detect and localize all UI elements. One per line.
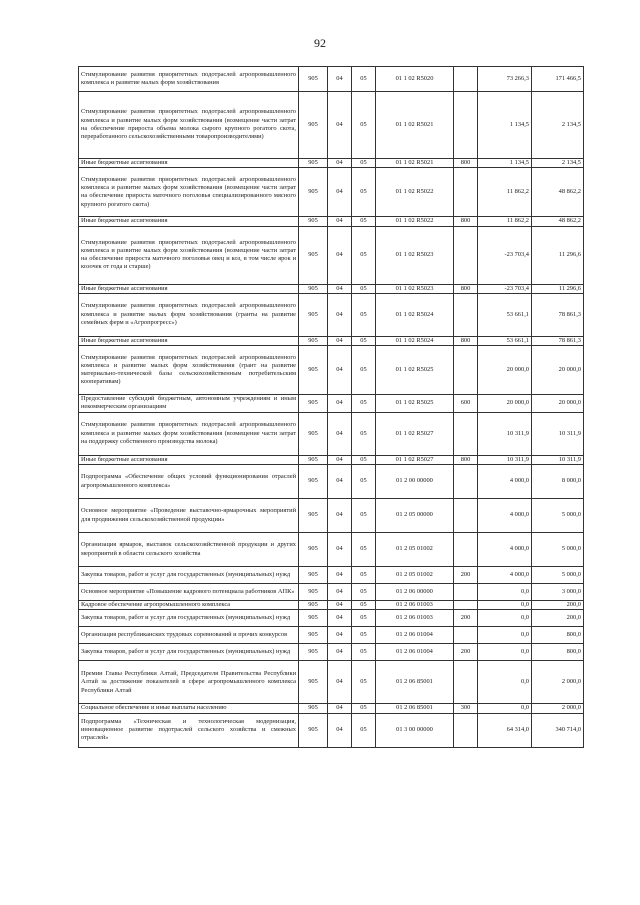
- table-row: [79, 284, 584, 293]
- row-section-code: 04: [328, 610, 352, 627]
- row-name: Стимулирование развития приоритетных подотраслей агропромышленного комплекса и развитие малых форм хозяйствования (гранты на развитие семейных ферм и «Агропрогресс»): [79, 293, 299, 336]
- row-sum-1: 0,0: [478, 627, 532, 644]
- row-section-code: 04: [328, 217, 352, 226]
- table-row: [79, 159, 584, 168]
- row-ved-code: 905: [299, 627, 328, 644]
- row-subsection-code: 05: [352, 601, 376, 610]
- table-row: [79, 627, 584, 644]
- row-target-article: 01 1 02 R5021: [376, 92, 454, 159]
- row-sum-1: 1 134,5: [478, 159, 532, 168]
- row-name: Основное мероприятие «Проведение выставочно-ярмарочных мероприятий для продвижения сельскохозяйственной продукции»: [79, 499, 299, 533]
- row-section-code: 04: [328, 67, 352, 92]
- row-sum-1: 0,0: [478, 610, 532, 627]
- row-ved-code: 905: [299, 412, 328, 455]
- row-section-code: 04: [328, 567, 352, 584]
- row-target-article: 01 1 02 R5020: [376, 67, 454, 92]
- row-name: Стимулирование развития приоритетных подотраслей агропромышленного комплекса и развитие малых форм хозяйствования (возмещение части затрат на обеспечение прироста маточного поголовья специализированного мясного крупного рогатого скота): [79, 168, 299, 217]
- row-sum-1: 4 000,0: [478, 465, 532, 499]
- row-ved-code: 905: [299, 533, 328, 567]
- table-row: [79, 533, 584, 567]
- row-sum-2: 171 466,5: [532, 67, 584, 92]
- row-subsection-code: 05: [352, 168, 376, 217]
- row-ved-code: 905: [299, 644, 328, 661]
- row-sum-1: 53 661,1: [478, 293, 532, 336]
- row-expense-type: [454, 92, 478, 159]
- row-section-code: 04: [328, 293, 352, 336]
- row-subsection-code: 05: [352, 713, 376, 747]
- table-row: [79, 465, 584, 499]
- row-target-article: 01 2 06 01004: [376, 644, 454, 661]
- row-sum-2: 10 311,9: [532, 455, 584, 464]
- row-expense-type: 800: [454, 336, 478, 345]
- row-section-code: 04: [328, 284, 352, 293]
- row-expense-type: 800: [454, 455, 478, 464]
- row-sum-2: 10 311,9: [532, 412, 584, 455]
- row-section-code: 04: [328, 168, 352, 217]
- row-expense-type: [454, 713, 478, 747]
- row-sum-1: -23 703,4: [478, 226, 532, 284]
- row-expense-type: 800: [454, 217, 478, 226]
- row-section-code: 04: [328, 499, 352, 533]
- row-target-article: 01 1 02 R5025: [376, 395, 454, 413]
- row-ved-code: 905: [299, 584, 328, 601]
- row-subsection-code: 05: [352, 92, 376, 159]
- row-section-code: 04: [328, 627, 352, 644]
- row-sum-2: 200,0: [532, 601, 584, 610]
- table-row: [79, 704, 584, 713]
- table-row: [79, 168, 584, 217]
- row-subsection-code: 05: [352, 661, 376, 704]
- row-ved-code: 905: [299, 455, 328, 464]
- row-section-code: 04: [328, 346, 352, 395]
- row-subsection-code: 05: [352, 465, 376, 499]
- row-ved-code: 905: [299, 346, 328, 395]
- row-sum-2: 2 000,0: [532, 704, 584, 713]
- row-subsection-code: 05: [352, 217, 376, 226]
- table-row: [79, 644, 584, 661]
- row-sum-1: 11 862,2: [478, 217, 532, 226]
- row-name: Стимулирование развития приоритетных подотраслей агропромышленного комплекса и развитие малых форм хозяйствования (грант на развитие материально-технической базы сельскохозяйственным потребительским кооперативам): [79, 346, 299, 395]
- row-expense-type: 200: [454, 610, 478, 627]
- row-sum-1: 0,0: [478, 644, 532, 661]
- row-expense-type: 200: [454, 567, 478, 584]
- row-sum-1: 64 314,0: [478, 713, 532, 747]
- table-row: [79, 455, 584, 464]
- row-expense-type: 800: [454, 159, 478, 168]
- row-subsection-code: 05: [352, 455, 376, 464]
- row-sum-2: 5 000,0: [532, 533, 584, 567]
- row-subsection-code: 05: [352, 584, 376, 601]
- row-section-code: 04: [328, 159, 352, 168]
- row-sum-2: 5 000,0: [532, 567, 584, 584]
- row-target-article: 01 2 06 85001: [376, 661, 454, 704]
- row-target-article: 01 2 00 00000: [376, 465, 454, 499]
- row-sum-2: 2 000,0: [532, 661, 584, 704]
- row-name: Стимулирование развития приоритетных подотраслей агропромышленного комплекса и развитие малых форм хозяйствования (возмещение части затрат на обеспечение прироста маточного поголовья овец и коз, в том числе ярок и козочек от года и старше): [79, 226, 299, 284]
- row-subsection-code: 05: [352, 67, 376, 92]
- row-expense-type: [454, 465, 478, 499]
- row-expense-type: [454, 499, 478, 533]
- row-name: Подпрограмма «Техническая и технологическая модернизация, инновационное развитие подотраслей сельского хозяйства и смежных отраслей»: [79, 713, 299, 747]
- row-ved-code: 905: [299, 395, 328, 413]
- row-name: Социальное обеспечение и иные выплаты населению: [79, 704, 299, 713]
- row-target-article: 01 1 02 R5025: [376, 346, 454, 395]
- budget-table-body: [79, 67, 584, 748]
- row-name: Закупка товаров, работ и услуг для государственных (муниципальных) нужд: [79, 567, 299, 584]
- row-subsection-code: 05: [352, 336, 376, 345]
- row-ved-code: 905: [299, 226, 328, 284]
- row-expense-type: 200: [454, 644, 478, 661]
- row-name: Предоставление субсидий бюджетным, автономным учреждениям и иным некоммерческим организациям: [79, 395, 299, 413]
- row-sum-2: 800,0: [532, 644, 584, 661]
- table-row: [79, 346, 584, 395]
- row-target-article: 01 2 06 00000: [376, 584, 454, 601]
- row-section-code: 04: [328, 465, 352, 499]
- table-row: [79, 713, 584, 747]
- row-sum-1: 4 000,0: [478, 533, 532, 567]
- row-target-article: 01 1 02 R5023: [376, 284, 454, 293]
- table-row: [79, 584, 584, 601]
- row-target-article: 01 2 06 85001: [376, 704, 454, 713]
- row-subsection-code: 05: [352, 644, 376, 661]
- row-sum-1: 0,0: [478, 584, 532, 601]
- row-expense-type: 600: [454, 395, 478, 413]
- row-name: Основное мероприятие «Повышение кадрового потенциала работников АПК»: [79, 584, 299, 601]
- row-name: Иные бюджетные ассигнования: [79, 455, 299, 464]
- row-subsection-code: 05: [352, 159, 376, 168]
- row-section-code: 04: [328, 395, 352, 413]
- row-target-article: 01 1 02 R5022: [376, 168, 454, 217]
- row-sum-2: 11 296,6: [532, 226, 584, 284]
- row-section-code: 04: [328, 92, 352, 159]
- row-name: Иные бюджетные ассигнования: [79, 284, 299, 293]
- row-ved-code: 905: [299, 567, 328, 584]
- row-target-article: 01 1 02 R5023: [376, 226, 454, 284]
- table-row: [79, 610, 584, 627]
- row-name: Подпрограмма «Обеспечение общих условий функционирования отраслей агропромышленного комплекса»: [79, 465, 299, 499]
- row-name: Иные бюджетные ассигнования: [79, 159, 299, 168]
- row-sum-1: 20 000,0: [478, 346, 532, 395]
- row-section-code: 04: [328, 584, 352, 601]
- row-ved-code: 905: [299, 661, 328, 704]
- row-expense-type: [454, 627, 478, 644]
- row-expense-type: 300: [454, 704, 478, 713]
- row-name: Закупка товаров, работ и услуг для государственных (муниципальных) нужд: [79, 644, 299, 661]
- row-subsection-code: 05: [352, 226, 376, 284]
- row-sum-1: 0,0: [478, 704, 532, 713]
- row-target-article: 01 1 02 R5027: [376, 455, 454, 464]
- row-ved-code: 905: [299, 168, 328, 217]
- row-sum-2: 200,0: [532, 610, 584, 627]
- row-subsection-code: 05: [352, 346, 376, 395]
- table-row: [79, 67, 584, 92]
- row-section-code: 04: [328, 601, 352, 610]
- row-sum-1: 1 134,5: [478, 92, 532, 159]
- row-section-code: 04: [328, 713, 352, 747]
- row-expense-type: [454, 168, 478, 217]
- row-subsection-code: 05: [352, 395, 376, 413]
- table-row: [79, 601, 584, 610]
- row-expense-type: [454, 584, 478, 601]
- row-target-article: 01 2 05 01002: [376, 533, 454, 567]
- row-sum-2: 3 000,0: [532, 584, 584, 601]
- row-sum-2: 20 000,0: [532, 395, 584, 413]
- row-sum-2: 20 000,0: [532, 346, 584, 395]
- row-expense-type: [454, 601, 478, 610]
- row-ved-code: 905: [299, 159, 328, 168]
- row-ved-code: 905: [299, 610, 328, 627]
- table-row: [79, 567, 584, 584]
- row-subsection-code: 05: [352, 567, 376, 584]
- row-sum-1: 4 000,0: [478, 499, 532, 533]
- budget-table: [78, 66, 584, 748]
- row-target-article: 01 1 02 R5021: [376, 159, 454, 168]
- row-ved-code: 905: [299, 217, 328, 226]
- row-name: Стимулирование развития приоритетных подотраслей агропромышленного комплекса и развитие малых форм хозяйствования (возмещение части затрат на обеспечение прироста объема молока сырого крупного рогатого скота, переработанного сельскохозяйственными товаропроизводителями): [79, 92, 299, 159]
- row-sum-1: -23 703,4: [478, 284, 532, 293]
- row-subsection-code: 05: [352, 627, 376, 644]
- row-target-article: 01 2 05 00000: [376, 499, 454, 533]
- row-target-article: 01 2 05 01002: [376, 567, 454, 584]
- row-sum-2: 78 861,3: [532, 336, 584, 345]
- row-expense-type: [454, 67, 478, 92]
- row-sum-1: 11 862,2: [478, 168, 532, 217]
- row-sum-1: 10 311,9: [478, 412, 532, 455]
- table-row: [79, 412, 584, 455]
- row-ved-code: 905: [299, 92, 328, 159]
- row-section-code: 04: [328, 336, 352, 345]
- row-sum-2: 2 134,5: [532, 92, 584, 159]
- row-sum-2: 8 000,0: [532, 465, 584, 499]
- row-subsection-code: 05: [352, 610, 376, 627]
- row-subsection-code: 05: [352, 533, 376, 567]
- row-sum-2: 48 862,2: [532, 168, 584, 217]
- row-section-code: 04: [328, 455, 352, 464]
- row-sum-1: 53 661,1: [478, 336, 532, 345]
- row-section-code: 04: [328, 644, 352, 661]
- row-ved-code: 905: [299, 293, 328, 336]
- row-expense-type: [454, 661, 478, 704]
- row-expense-type: [454, 226, 478, 284]
- row-target-article: 01 1 02 R5022: [376, 217, 454, 226]
- row-expense-type: [454, 533, 478, 567]
- row-section-code: 04: [328, 412, 352, 455]
- row-subsection-code: 05: [352, 293, 376, 336]
- row-name: Стимулирование развития приоритетных подотраслей агропромышленного комплекса и развитие малых форм хозяйствования (возмещение части затрат на поддержку собственного производства молока): [79, 412, 299, 455]
- row-target-article: 01 1 02 R5024: [376, 293, 454, 336]
- row-sum-2: 800,0: [532, 627, 584, 644]
- row-ved-code: 905: [299, 499, 328, 533]
- row-section-code: 04: [328, 533, 352, 567]
- row-target-article: 01 2 06 01003: [376, 601, 454, 610]
- row-ved-code: 905: [299, 713, 328, 747]
- row-sum-2: 78 861,3: [532, 293, 584, 336]
- row-name: Организация республиканских трудовых соревнований и прочих конкурсов: [79, 627, 299, 644]
- table-row: [79, 92, 584, 159]
- row-sum-2: 48 862,2: [532, 217, 584, 226]
- row-section-code: 04: [328, 226, 352, 284]
- row-expense-type: [454, 346, 478, 395]
- row-name: Иные бюджетные ассигнования: [79, 336, 299, 345]
- row-sum-1: 10 311,9: [478, 455, 532, 464]
- row-target-article: 01 2 06 01004: [376, 627, 454, 644]
- row-ved-code: 905: [299, 284, 328, 293]
- row-sum-2: 340 714,0: [532, 713, 584, 747]
- row-section-code: 04: [328, 704, 352, 713]
- table-row: [79, 217, 584, 226]
- table-row: [79, 661, 584, 704]
- row-sum-1: 73 266,3: [478, 67, 532, 92]
- row-subsection-code: 05: [352, 412, 376, 455]
- row-ved-code: 905: [299, 67, 328, 92]
- table-row: [79, 499, 584, 533]
- row-expense-type: [454, 293, 478, 336]
- table-row: [79, 293, 584, 336]
- table-row: [79, 336, 584, 345]
- row-target-article: 01 3 00 00000: [376, 713, 454, 747]
- row-name: Стимулирование развития приоритетных подотраслей агропромышленного комплекса и развитие малых форм хозяйствования: [79, 67, 299, 92]
- table-row: [79, 395, 584, 413]
- table-row: [79, 226, 584, 284]
- row-sum-2: 11 296,6: [532, 284, 584, 293]
- row-sum-1: 0,0: [478, 661, 532, 704]
- row-target-article: 01 2 06 01003: [376, 610, 454, 627]
- row-name: Иные бюджетные ассигнования: [79, 217, 299, 226]
- page-number: 92: [314, 36, 326, 50]
- row-subsection-code: 05: [352, 284, 376, 293]
- row-ved-code: 905: [299, 601, 328, 610]
- row-sum-1: 20 000,0: [478, 395, 532, 413]
- row-target-article: 01 1 02 R5027: [376, 412, 454, 455]
- row-ved-code: 905: [299, 704, 328, 713]
- row-sum-2: 5 000,0: [532, 499, 584, 533]
- row-sum-1: 0,0: [478, 601, 532, 610]
- row-name: Закупка товаров, работ и услуг для государственных (муниципальных) нужд: [79, 610, 299, 627]
- row-name: Премии Главы Республики Алтай, Председателя Правительства Республики Алтай за достижение показателей в сфере агропромышленного комплекса Республики Алтай: [79, 661, 299, 704]
- row-expense-type: 800: [454, 284, 478, 293]
- row-subsection-code: 05: [352, 704, 376, 713]
- row-ved-code: 905: [299, 465, 328, 499]
- row-sum-2: 2 134,5: [532, 159, 584, 168]
- row-ved-code: 905: [299, 336, 328, 345]
- row-expense-type: [454, 412, 478, 455]
- row-target-article: 01 1 02 R5024: [376, 336, 454, 345]
- row-section-code: 04: [328, 661, 352, 704]
- row-name: Кадровое обеспечение агропромышленного комплекса: [79, 601, 299, 610]
- row-subsection-code: 05: [352, 499, 376, 533]
- row-name: Организация ярмарок, выставок сельскохозяйственной продукции и других мероприятий в области сельского хозяйства: [79, 533, 299, 567]
- row-sum-1: 4 000,0: [478, 567, 532, 584]
